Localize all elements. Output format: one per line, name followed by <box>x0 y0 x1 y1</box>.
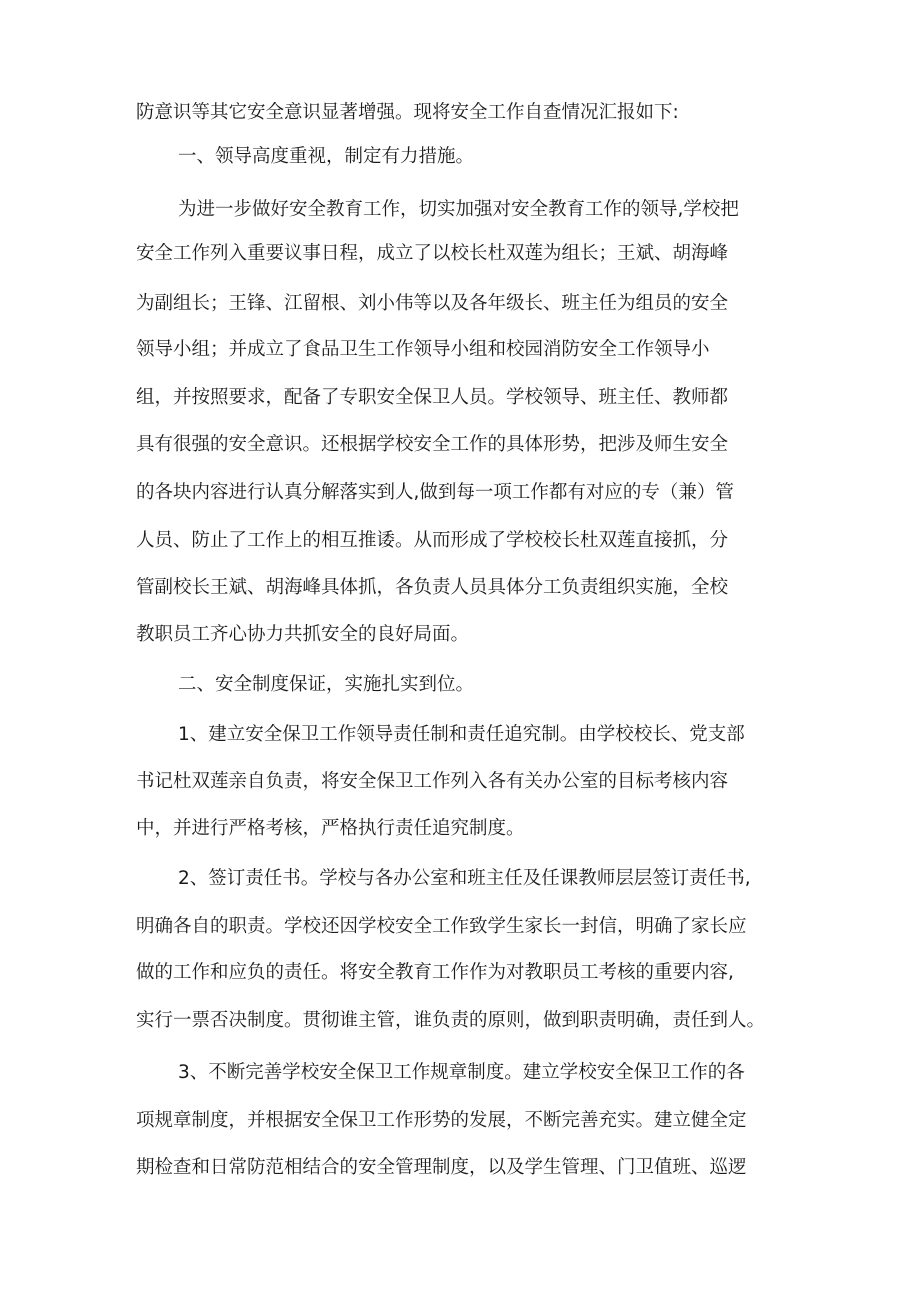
paragraph-line: 组，并按照要求，配备了专职安全保卫人员。学校领导、班主任、教师都 <box>136 387 729 408</box>
paragraph-line: 领导小组；并成立了食品卫生工作领导小组和校园消防安全工作领导小 <box>136 339 710 360</box>
paragraph-line: 实行一票否决制度。贯彻谁主管，谁负责的原则，做到职责明确，责任到人。 <box>136 1010 766 1031</box>
paragraph-line: 为进一步做好安全教育工作，切实加强对安全教育工作的领导,学校把 <box>178 199 739 220</box>
paragraph-line: 书记杜双莲亲自负责，将安全保卫工作列入各有关办公室的目标考核内容 <box>136 771 729 792</box>
paragraph-line: 2、签订责任书。学校与各办公室和班主任及任课教师层层签订责任书, <box>178 868 751 889</box>
paragraph-line: 人员、防止了工作上的相互推诿。从而形成了学校校长杜双莲直接抓，分 <box>136 530 729 551</box>
paragraph-line: 1、建立安全保卫工作领导责任制和责任追究制。由学校校长、党支部 <box>178 724 745 745</box>
section-heading: 二、安全制度保证，实施扎实到位。 <box>178 674 475 695</box>
paragraph-line: 具有很强的安全意识。还根据学校安全工作的具体形势，把涉及师生安全 <box>136 434 729 455</box>
paragraph-line: 为副组长；王锋、江留根、刘小伟等以及各年级长、班主任为组员的安全 <box>136 293 729 314</box>
paragraph-line: 项规章制度，并根据安全保卫工作形势的发展，不断完善充实。建立健全定 <box>136 1110 747 1131</box>
paragraph-line: 中，并进行严格考核，严格执行责任追究制度。 <box>136 818 525 839</box>
paragraph-line: 管副校长王斌、胡海峰具体抓，各负责人员具体分工负责组织实施，全校 <box>136 577 729 598</box>
paragraph-line: 3、不断完善学校安全保卫工作规章制度。建立学校安全保卫工作的各 <box>178 1062 745 1083</box>
paragraph-line: 防意识等其它安全意识显著增强。现将安全工作自查情况汇报如下: <box>136 102 679 123</box>
section-heading: 一、领导高度重视，制定有力措施。 <box>178 146 475 167</box>
paragraph-line: 期检查和日常防范相结合的安全管理制度，以及学生管理、门卫值班、巡逻 <box>136 1157 747 1178</box>
paragraph-line: 教职员工齐心协力共抓安全的良好局面。 <box>136 624 470 645</box>
paragraph-line: 安全工作列入重要议事日程，成立了以校长杜双莲为组长；王斌、胡海峰 <box>136 243 729 264</box>
paragraph-line: 的各块内容进行认真分解落实到人,做到每一项工作都有对应的专（兼）管 <box>136 482 734 503</box>
paragraph-line: 做的工作和应负的责任。将安全教育工作作为对教职员工考核的重要内容, <box>136 962 734 983</box>
paragraph-line: 明确各自的职责。学校还因学校安全工作致学生家长一封信，明确了家长应 <box>136 916 747 937</box>
